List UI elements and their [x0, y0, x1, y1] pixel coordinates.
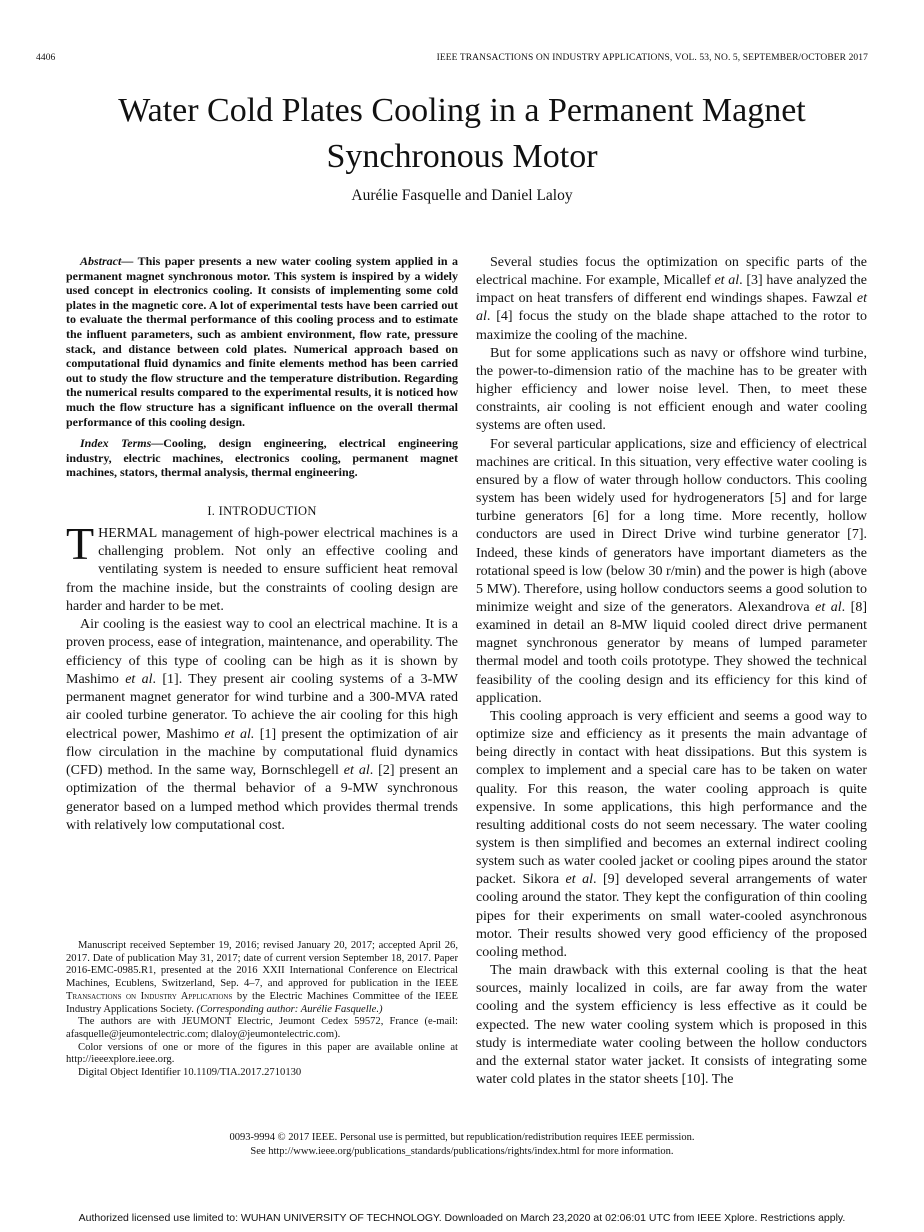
- section-heading-introduction: [66, 504, 458, 519]
- italic-run: et al: [476, 291, 867, 325]
- abstract: [66, 254, 458, 429]
- journal-name-smallcaps: Transactions on Industry Applications: [66, 990, 233, 1002]
- paper-title: [40, 88, 884, 180]
- abstract-label: Abstract—: [80, 254, 134, 268]
- right-paragraph-5: The main drawback with this external cooling is that the heat sources, mainly localized in coils, are far away from the water cooling and the system efficiency is less effective as it could be expected. The new water cooling system which is proposed in this study is intermediate water cooling between the hollow conductors and the external stator water jacket. It consists of integrating some water cold plates in the stator sheets [10]. The: [476, 963, 867, 1088]
- text-run: Air cooling is the easiest way to cool an electrical machine. It is a proven process, ease of integration, maintenance, and operability. The efficiency of this type of cooling can be high as it is shown by Mashimo: [66, 617, 458, 687]
- section-number: I.: [207, 503, 216, 518]
- footnote-affiliation: The authors are with JEUMONT Electric, Jeumont Cedex 59572, France (e-mail: afasquelle@jeumontelectric.com; dlaloy@jeumontelectric.com).: [66, 1016, 458, 1040]
- right-paragraph-3: [476, 436, 867, 708]
- text-run: Manuscript received September 19, 2016; revised January 20, 2017; accepted April 26, 2017. Date of publication May 31, 2017; date of current version September 18, 2017. Paper 2016-EMC-0985.R1, presented at the 2016 XXII International Conference on Electrical Machines, Ecublens, Switzerland, Sep. 4–7, and approved for publication in the IEEE: [66, 940, 458, 990]
- drop-cap: T: [66, 517, 95, 569]
- page-number: 4406: [36, 53, 56, 63]
- italic-run: et al: [125, 671, 153, 687]
- title-line-1: Water Cold Plates Cooling in a Permanent Magnet: [118, 92, 806, 129]
- text-run: by the Electric Machines Committee of the IEEE Industry Applications Society.: [66, 990, 458, 1015]
- text-run: . [4] focus the study on the blade shape attached to the rotor to maximize the cooling of the machine.: [476, 309, 867, 343]
- index-terms-label: Index Terms: [80, 436, 152, 451]
- author-list: Aurélie Fasquelle and Daniel Laloy: [351, 187, 573, 204]
- index-terms-text: —Cooling, design engineering, electrical engineering industry, electric machines, electronics cooling, permanent magnet machines, stators, thermal analysis, thermal engineering.: [66, 436, 458, 480]
- title-line-2: Synchronous Motor: [326, 138, 598, 175]
- text-run: Several studies focus the optimization on specific parts of the electrical machine. For example, Micallef: [476, 255, 867, 289]
- right-paragraph-2: But for some applications such as navy or offshore wind turbine, the power-to-dimension ratio of the machine has to be greater with higher efficiency and lower noise level. Then, to meet these constraints, air cooling is not efficient enough and water cooling systems are often used.: [476, 345, 867, 434]
- italic-run: et al: [714, 273, 740, 289]
- footnotes: [66, 940, 458, 1080]
- section-first-letter: I: [218, 503, 224, 518]
- italic-run: et al.: [224, 726, 255, 742]
- footnote-color: Color versions of one or more of the figures in this paper are available online at http://ieeexplore.ieee.org.: [66, 1041, 458, 1066]
- section-title-rest: NTRODUCTION: [223, 503, 317, 518]
- intro-paragraph-1: [66, 517, 458, 616]
- italic-run: et al: [565, 872, 593, 888]
- italic-run: et al: [343, 763, 370, 779]
- text-run: . [3] have analyzed the impact on heat transfers of different end windings shapes. Fawzal: [476, 273, 867, 307]
- right-paragraph-1: [476, 254, 867, 345]
- left-column: [66, 254, 458, 835]
- intro-paragraph-2: [66, 616, 458, 835]
- journal-header: IEEE TRANSACTIONS ON INDUSTRY APPLICATIONS, VOL. 53, NO. 5, SEPTEMBER/OCTOBER 2017: [436, 53, 868, 63]
- index-terms: [66, 436, 458, 480]
- copyright-line-2: See http://www.ieee.org/publications_standards/publications/rights/index.html for more information.: [250, 1145, 674, 1157]
- italic-run: et al: [815, 599, 842, 615]
- footnote-manuscript: [66, 940, 458, 1016]
- text-run: . [9] developed several arrangements of water cooling around the stator. They kept the configuration of thin cooling pipes for their experiments on small water-cooled asynchronous motor. Their results showed very good efficiency of the proposed cooling method.: [476, 872, 867, 960]
- copyright-line-1: 0093-9994 © 2017 IEEE. Personal use is permitted, but republication/redistribution requires IEEE permission.: [229, 1132, 695, 1143]
- intro-paragraph-1-text: HERMAL management of high-power electrical machines is a challenging problem. Not only an effective cooling and ventilating system is needed to ensure sufficient heat removal from the machine inside, but the constraints of cooling design are harder and harder to be met.: [66, 525, 458, 614]
- abstract-text: This paper presents a new water cooling system applied in a permanent magnet synchronous motor. This system is inspired by a widely used concept in electronics cooling. It consists of implementing some cold plates in the magnetic core. A lot of experimental tests have been carried out to evaluate the thermal performance of this cooling process and to estimate the influent parameters, such as ambient environment, flow rate, pressure stack, and distance between cold plates. Numerical approach based on computational fluid dynamics and finite elements method has been carried out to study the flow structure and the temperature distribution. Regarding the numerical results compared to the experimental results, it is noticed how much the flow structure has a significant influence on the overall thermal performance of this cooling design.: [66, 254, 458, 429]
- footnote-doi: Digital Object Identifier 10.1109/TIA.2017.2710130: [78, 1067, 302, 1079]
- text-run: . [2] present an optimization of the thermal behavior of a 9-MW synchronous generator based on a lumped method which provides thermal trends with relatively low computational cost.: [66, 763, 458, 833]
- text-run: . [8] examined in detail an 8-MW liquid cooled direct drive permanent magnet synchronous generator by means of lumped parameter thermal model and tooth coils prototype. They showed the technical feasibility of the cooling design and its efficiency for this kind of application.: [476, 599, 868, 706]
- text-run: . [1]. They present air cooling systems of a 3-MW permanent magnet generator for wind turbine and a 300-MVA rated air cooled turbine generator. To achieve the air cooling for this high electrical power, Mashimo: [66, 671, 459, 742]
- right-paragraph-4: [476, 708, 867, 962]
- right-column: [476, 254, 867, 1089]
- authorized-use-notice: Authorized licensed use limited to: WUHAN UNIVERSITY OF TECHNOLOGY. Downloaded on March 23,2020 at 02:06:01 UTC from IEEE Xplore. Restrictions apply.: [78, 1212, 846, 1224]
- text-run: [1] present the optimization of air flow circulation in the machine by computational fluid dynamics (CFD) method. In the same way, Bornschlegell: [66, 726, 458, 779]
- text-run: This cooling approach is very efficient and seems a good way to optimize size and efficiency as it presents the main advantage of being directly in contact with heat dissipations. But this system is complex to implement and a special care has to be taken on water quality. For this reason, the water cooling approach is quite expensive. In some applications, this high performance and the resulting additional costs do not seem necessary. The water cooling system is then simplified and becomes an external indirect cooling system such as water cooled jacket or cooling pipes around the stator packet. Sikora: [476, 708, 867, 888]
- text-run: For several particular applications, size and efficiency of electrical machines are critical. In this situation, very effective water cooling is ensured by a flow of water through hollow conductors. This cooling system has been widely used for hydrogenerators [5] and for large turbine generators [6] for a long time. More recently, hollow conductors are used in Direct Drive wind turbine generator [7]. Indeed, these kinds of generators have important diameters as the rotational speed is low (below 30 r/min) and the power is high (above 5 MW). Therefore, using hollow conductors seems a good solution to minimize weight and size of the generators. Alexandrova: [476, 436, 867, 615]
- corresponding-author: (Corresponding author: Aurélie Fasquelle.): [196, 1003, 383, 1015]
- copyright-notice: [100, 1131, 824, 1158]
